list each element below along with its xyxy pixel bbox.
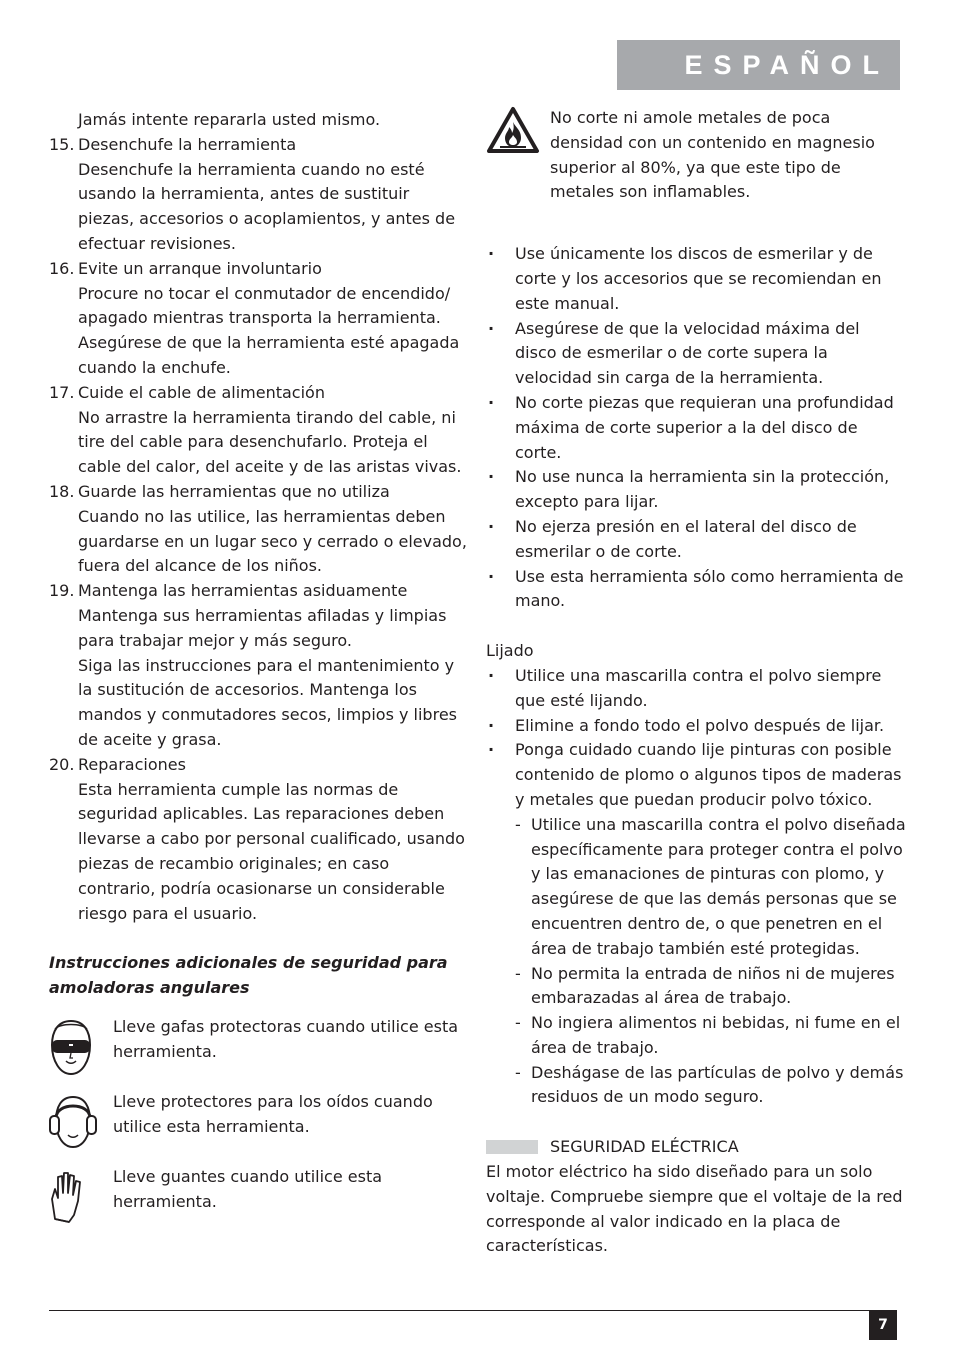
electrical-safety-text: El motor eléctrico ha sido diseñado para un solo voltaje. Compruebe siempre que el voltaje de la red corresponde al valor indicado en la placa de características. [486,1162,903,1256]
sanding-bullets [486,664,906,813]
list-item: - No ingiera alimentos ni bebidas, ni fume en el área de trabajo. [515,1013,901,1057]
list-item: · No corte piezas que requieran una profundidad máxima de corte superior a la del disco de corte. [488,392,894,462]
item-title: Mantenga las herramientas asiduamente [78,581,408,601]
item-number: 16. [49,258,75,278]
list-item: · Use esta herramienta sólo como herramienta de mano. [488,566,904,611]
gloves-icon [49,1169,83,1233]
safety-goggles-icon [49,1019,93,1085]
item-text: Desenchufe la herramienta cuando no esté usando la herramienta, antes de sustituir piezas, accesorios o acoplamientos, y antes de efectuar revisiones. [78,159,456,253]
section-subheading: Instrucciones adicionales de seguridad para amoladoras angulares [49,953,448,998]
item-text: No arrastre la herramienta tirando del cable, ni tire del cable para desenchufarlo. Proteja el cable del calor, del aceite y de las aristas vivas. [78,407,462,477]
footer-rule [49,1310,869,1311]
electrical-safety-heading: SEGURIDAD ELÉCTRICA [486,1135,906,1160]
list-item: · Utilice una mascarilla contra el polvo siempre que esté lijando. [488,665,882,710]
item-number: 19. [49,581,75,601]
list-item: · Elimine a fondo todo el polvo después de lijar. [488,715,885,735]
flammable-warning-icon [486,106,540,162]
sanding-heading: Lijado [486,641,534,661]
safety-bullets [486,242,906,614]
gloves-note [49,1165,469,1215]
list-item: · Use únicamente los discos de esmerilar y de corte y los accesorios que se recomiendan en este manual. [488,244,882,313]
list-item-16 [49,257,469,381]
item-text: Esta herramienta cumple las normas de seguridad aplicables. Las reparaciones deben llevarse a cabo por personal cualificado, usando piezas de recambio originales; en caso contrario, podría ocasionarse un considerable riesgo para el usuario. [78,779,465,923]
goggles-note [49,1015,469,1065]
list-item-17 [49,381,469,480]
item-text: Jamás intente repararla usted mismo. [78,110,381,129]
note-text: Lleve protectores para los oídos cuando utilice esta herramienta. [113,1091,433,1136]
item-text: Procure no tocar el conmutador de encendido/ apagado mientras transporta la herramienta. Asegúrese de que la herramienta esté apagada cuando la enchufe. [78,283,460,377]
item-title: Cuide el cable de alimentación [78,382,325,402]
list-item-15 [49,133,469,257]
sanding-sub-bullets [486,813,906,1111]
flammable-warning [486,106,906,205]
item-title: Desenchufe la herramienta [78,134,297,154]
list-item-20 [49,753,469,927]
page-number: 7 [869,1310,897,1340]
warning-text: No corte ni amole metales de poca densidad con un contenido en magnesio superior al 80%, ya que este tipo de metales son inflamables. [550,108,875,202]
ear-protection-icon [49,1094,97,1158]
item-title: Reparaciones [78,754,186,774]
item-number: 18. [49,481,75,501]
language-banner: ESPAÑOL [617,40,900,90]
list-item: - Utilice una mascarilla contra el polvo diseñada específicamente para proteger contra el polvo y las emanaciones de pinturas con plomo, y asegúrese de que las demás personas que se encuentren dentro de, o que penetren en el área de trabajo también esté protegidas. [515,814,906,958]
item-text: Siga las instrucciones para el mantenimiento y la sustitución de accesorios. Mantenga los mandos y conmutadores secos, limpios y libres de aceite y grasa. [78,655,457,749]
item-text: Cuando no las utilice, las herramientas deben guardarse en un lugar seco y cerrado o elevado, fuera del alcance de los niños. [78,506,467,576]
item-number: 17. [49,382,75,402]
list-item: · Asegúrese de que la velocidad máxima del disco de esmerilar o de corte supera la velocidad sin carga de la herramienta. [488,318,860,388]
item-title: Guarde las herramientas que no utiliza [78,481,390,501]
list-item-continuation [49,108,469,133]
ear-protection-note [49,1090,469,1140]
list-item-19 [49,579,469,753]
heading-bar [486,1140,538,1154]
list-item: - No permita la entrada de niños ni de mujeres embarazadas al área de trabajo. [515,963,895,1008]
list-item: · No ejerza presión en el lateral del disco de esmerilar o de corte. [488,516,857,561]
right-column [486,106,906,1259]
left-column [49,108,469,1215]
note-text: Lleve gafas protectoras cuando utilice esta herramienta. [113,1016,459,1061]
item-text: Mantenga sus herramientas afiladas y limpias para trabajar mejor y más seguro. [78,605,447,650]
item-number: 20. [49,754,75,774]
list-item: · No use nunca la herramienta sin la protección, excepto para lijar. [488,467,890,512]
list-item: - Deshágase de las partículas de polvo y demás residuos de un modo seguro. [515,1062,904,1107]
list-item: · Ponga cuidado cuando lije pinturas con posible contenido de plomo o algunos tipos de maderas y metales que puedan producir polvo tóxico. [488,740,902,809]
note-text: Lleve guantes cuando utilice esta herramienta. [113,1166,383,1211]
list-item-18 [49,480,469,579]
item-number: 15. [49,134,75,154]
item-title: Evite un arranque involuntario [78,258,322,278]
